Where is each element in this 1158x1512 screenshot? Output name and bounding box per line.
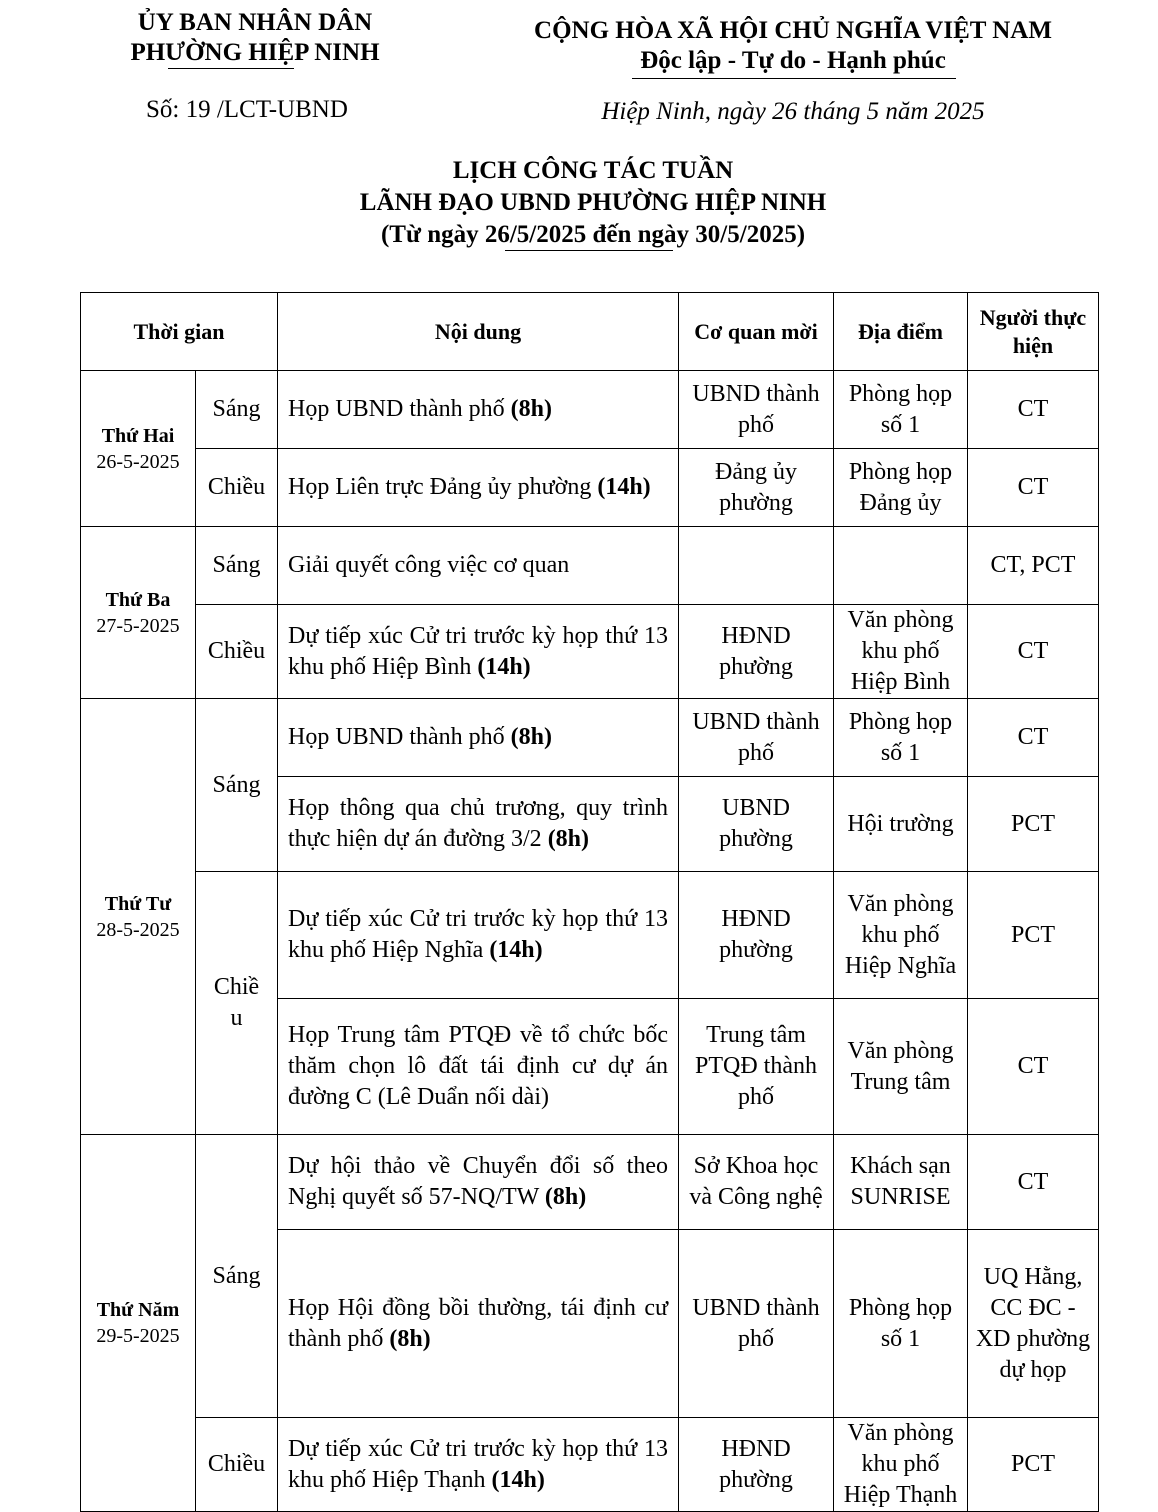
nation-line-1: CỘNG HÒA XÃ HỘI CHỦ NGHĨA VIỆT NAM [534,17,1052,44]
issuing-agency [100,8,410,68]
org-cell: UBND thành phố [679,1230,834,1418]
nation-line-2: Độc lập - Tự do - Hạnh phúc [640,47,946,74]
day-name: Thứ Ba [105,588,171,611]
table-row [81,872,1099,999]
content-cell: Họp UBND thành phố (8h) [278,371,679,449]
document-title [0,155,1158,251]
location-cell: Phòng họp số 1 [834,699,968,777]
session-cell: Sáng [196,1135,278,1418]
session-cell: Chiều [196,872,278,1135]
location-cell: Văn phòng khu phố Hiệp Thạnh [834,1418,968,1512]
org-cell: Sở Khoa học và Công nghệ [679,1135,834,1230]
agency-line-2 [100,38,410,68]
table-row [81,371,1099,449]
content-cell: Họp Trung tâm PTQĐ về tổ chức bốc thăm chọn lô đất tái định cư dự án đường C (Lê Duẩn nối dài) [278,999,679,1135]
performer-cell: CT, PCT [968,527,1099,605]
location-cell: Khách sạn SUNRISE [834,1135,968,1230]
content-cell: Họp Hội đồng bồi thường, tái định cư thành phố (8h) [278,1230,679,1418]
table-row [81,699,1099,777]
motto-underline [632,78,956,79]
org-cell: UBND phường [679,777,834,872]
performer-cell: CT [968,371,1099,449]
location-cell: Văn phòng Trung tâm [834,999,968,1135]
performer-cell: CT [968,605,1099,699]
location-cell: Phòng họp số 1 [834,371,968,449]
session-cell: Sáng [196,527,278,605]
place-and-date: Hiệp Ninh, ngày 26 tháng 5 năm 2025 [601,98,985,125]
performer-cell: PCT [968,872,1099,999]
table-row [81,1418,1099,1512]
org-cell: Trung tâm PTQĐ thành phố [679,999,834,1135]
schedule-table [80,292,1099,1512]
day-cell [81,371,196,527]
header-org: Cơ quan mời [679,293,834,371]
day-date: 28-5-2025 [96,918,180,941]
day-cell [81,1135,196,1512]
performer-cell: CT [968,999,1099,1135]
content-cell: Dự hội thảo về Chuyển đổi số theo Nghị quyết số 57-NQ/TW (8h) [278,1135,679,1230]
header-location: Địa điểm [834,293,968,371]
table-row [81,527,1099,605]
table-row [81,449,1099,527]
agency-line-1: ỦY BAN NHÂN DÂN [137,9,373,36]
performer-cell: CT [968,449,1099,527]
performer-cell: UQ Hằng, CC ĐC - XD phường dự họp [968,1230,1099,1418]
location-cell: Phòng họp số 1 [834,1230,968,1418]
org-cell: UBND thành phố [679,699,834,777]
performer-cell: CT [968,699,1099,777]
table-header-row [81,293,1099,371]
content-cell: Giải quyết công việc cơ quan [278,527,679,605]
day-cell [81,527,196,699]
national-motto [500,16,1086,76]
org-cell: HĐND phường [679,1418,834,1512]
session-cell: Chiều [196,605,278,699]
location-cell: Phòng họp Đảng ủy [834,449,968,527]
document-number: Số: 19 /LCT-UBND [146,96,348,123]
location-cell: Văn phòng khu phố Hiệp Nghĩa [834,872,968,999]
header-content: Nội dung [278,293,679,371]
org-cell: HĐND phường [679,605,834,699]
title-line-3: (Từ ngày 26/5/2025 đến ngày 30/5/2025) [380,221,806,248]
day-cell [81,699,196,1135]
day-date: 29-5-2025 [96,1325,180,1347]
org-cell [679,527,834,605]
location-cell: Hội trường [834,777,968,872]
location-cell [834,527,968,605]
content-cell: Họp Liên trực Đảng ủy phường (14h) [278,449,679,527]
performer-cell: PCT [968,1418,1099,1512]
content-cell: Dự tiếp xúc Cử tri trước kỳ họp thứ 13 khu phố Hiệp Thạnh (14h) [278,1418,679,1512]
title-line-2: LÃNH ĐẠO UBND PHƯỜNG HIỆP NINH [359,189,827,216]
title-line-1: LỊCH CÔNG TÁC TUẦN [452,157,734,184]
content-cell: Họp thông qua chủ trương, quy trình thực hiện dự án đường 3/2 (8h) [278,777,679,872]
session-cell: Chiều [196,1418,278,1512]
content-cell: Dự tiếp xúc Cử tri trước kỳ họp thứ 13 khu phố Hiệp Bình (14h) [278,605,679,699]
content-cell: Dự tiếp xúc Cử tri trước kỳ họp thứ 13 khu phố Hiệp Nghĩa (14h) [278,872,679,999]
day-date: 27-5-2025 [96,614,180,637]
session-cell: Chiều [196,449,278,527]
org-cell: HĐND phường [679,872,834,999]
day-name: Thứ Hai [101,424,175,447]
header-performer: Người thực hiện [968,293,1099,371]
day-date: 26-5-2025 [96,450,180,473]
table-row [81,605,1099,699]
org-cell: UBND thành phố [679,371,834,449]
content-cell: Họp UBND thành phố (8h) [278,699,679,777]
day-name: Thứ Tư [104,892,172,915]
header-time: Thời gian [81,293,278,371]
title-underline [505,250,673,251]
day-name: Thứ Năm [96,1299,180,1321]
session-cell: Sáng [196,699,278,872]
session-cell: Sáng [196,371,278,449]
performer-cell: PCT [968,777,1099,872]
performer-cell: CT [968,1135,1099,1230]
org-cell: Đảng ủy phường [679,449,834,527]
location-cell: Văn phòng khu phố Hiệp Bình [834,605,968,699]
agency-underline [168,68,294,69]
agency-name: PHƯỜNG HIỆP NINH [130,39,380,66]
table-row [81,1135,1099,1230]
